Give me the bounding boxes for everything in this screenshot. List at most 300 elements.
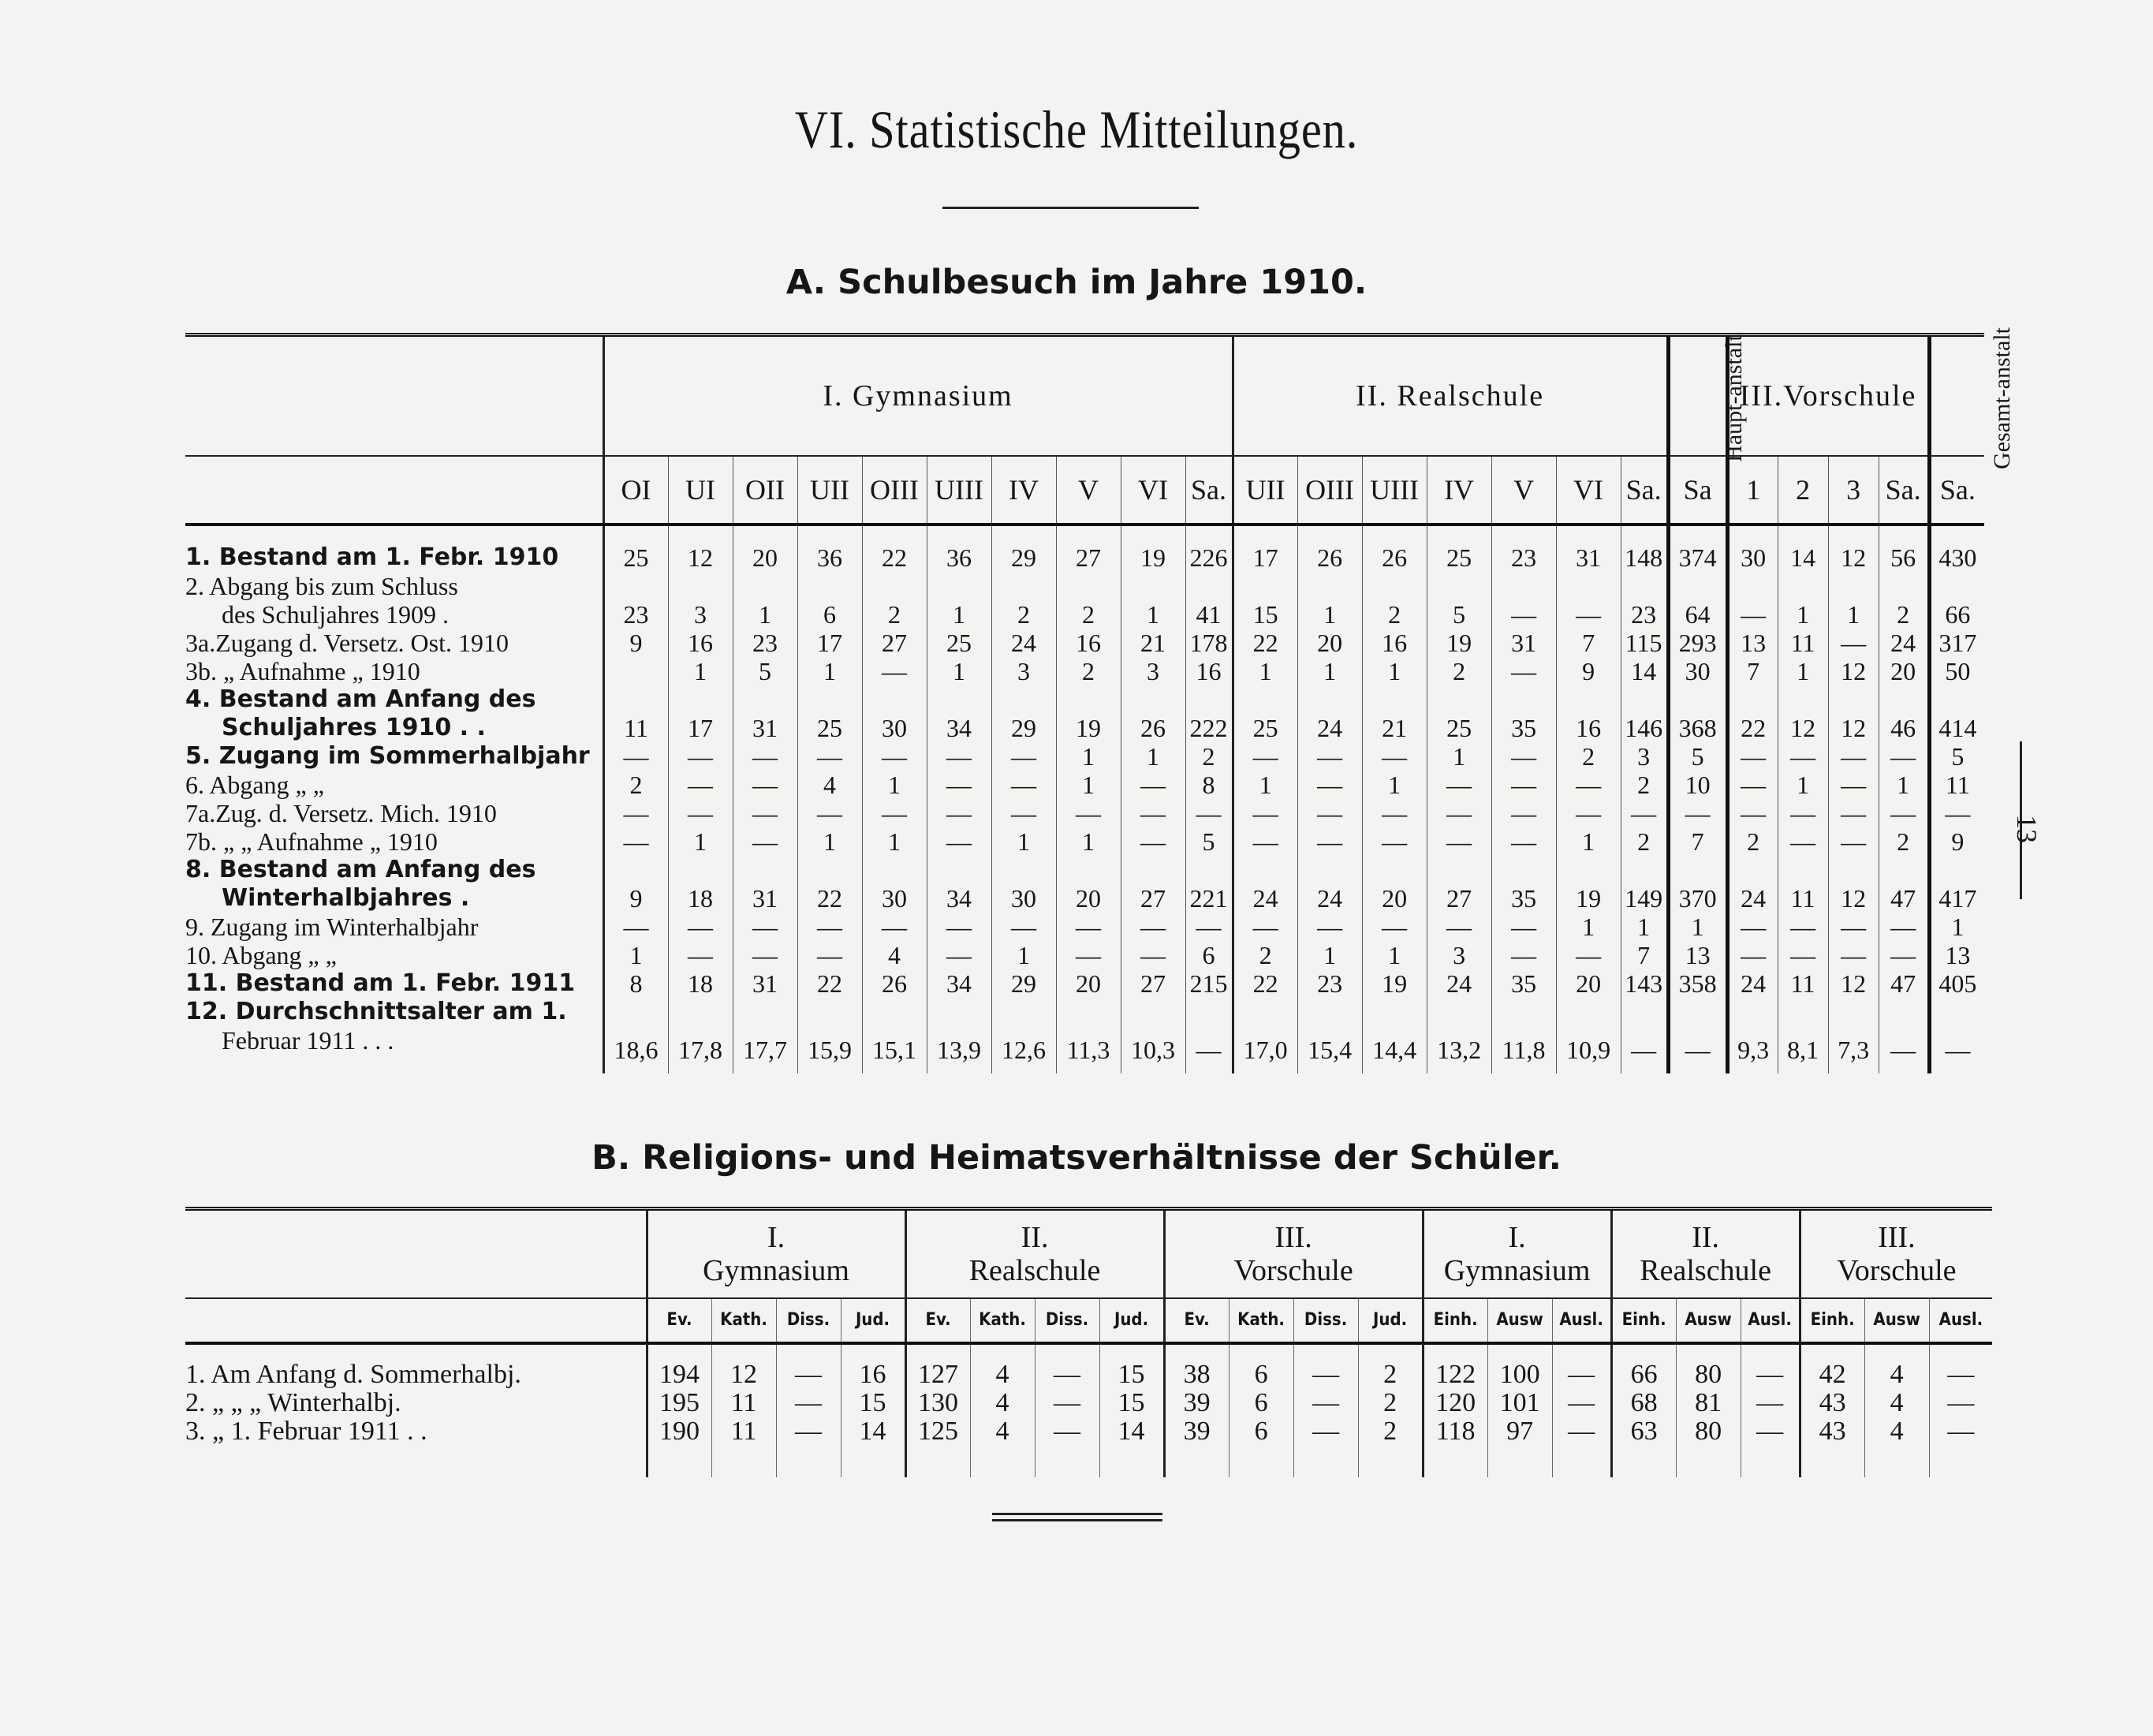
table-cell	[1879, 685, 1929, 714]
table-cell: —	[797, 799, 862, 827]
table-cell: 17,0	[1233, 1026, 1297, 1073]
table-cell: 31	[1556, 525, 1621, 572]
table-cell: —	[1828, 913, 1879, 941]
table-cell: —	[733, 941, 797, 969]
sub-column-header: Ausl.	[1741, 1298, 1800, 1343]
table-cell: —	[668, 941, 733, 969]
table-cell: 11	[711, 1417, 776, 1477]
table-cell: —	[603, 913, 668, 941]
table-cell	[797, 572, 862, 600]
table-cell	[1778, 856, 1828, 884]
table-cell: 178	[1185, 629, 1233, 657]
table-cell: 27	[1056, 525, 1121, 572]
table-cell	[1427, 685, 1491, 714]
table-cell	[1929, 685, 1984, 714]
table-cell: 18,6	[603, 1026, 668, 1073]
sub-column-header: Kath.	[1229, 1298, 1293, 1343]
table-cell: —	[1427, 771, 1491, 799]
table-cell: —	[776, 1343, 841, 1389]
table-cell: 370	[1668, 884, 1727, 913]
table-cell	[1362, 572, 1427, 600]
table-cell: —	[1552, 1389, 1611, 1417]
table-cell	[668, 856, 733, 884]
table-cell: 2	[1358, 1343, 1423, 1389]
table-cell: 1	[1668, 913, 1727, 941]
row-label: 1. Bestand am 1. Febr. 1910	[185, 543, 559, 571]
table-row	[185, 685, 1984, 714]
table-cell: —	[1621, 1026, 1668, 1073]
table-cell: —	[1185, 913, 1233, 941]
table-cell: —	[668, 913, 733, 941]
table-cell: —	[862, 913, 927, 941]
table-cell: 4	[1864, 1389, 1929, 1417]
table-cell	[797, 856, 862, 884]
table-cell: 29	[991, 525, 1056, 572]
table-cell: —	[1491, 913, 1556, 941]
table-cell: 35	[1491, 714, 1556, 742]
table-cell: 1	[797, 657, 862, 685]
table-row	[185, 856, 1984, 884]
table-cell: —	[1778, 941, 1828, 969]
column-header: 3	[1828, 456, 1879, 525]
table-cell	[1828, 572, 1879, 600]
table-cell: —	[603, 742, 668, 771]
table-cell	[1121, 856, 1185, 884]
table-row	[185, 913, 1984, 941]
table-cell: 194	[647, 1343, 711, 1389]
table-cell: 23	[1297, 969, 1362, 998]
table-cell	[991, 998, 1056, 1026]
table-cell	[1929, 572, 1984, 600]
table-cell: —	[1556, 600, 1621, 629]
table-cell	[733, 998, 797, 1026]
table-cell: —	[862, 657, 927, 685]
column-header: OI	[603, 456, 668, 525]
row-label: 7a.Zug. d. Versetz. Mich. 1910	[185, 799, 497, 827]
table-cell: 417	[1929, 884, 1984, 913]
table-cell	[1621, 856, 1668, 884]
table-cell: 1	[1056, 827, 1121, 856]
table-cell: —	[603, 827, 668, 856]
table-cell: 13,2	[1427, 1026, 1491, 1073]
table-cell: 50	[1929, 657, 1984, 685]
group-header	[1164, 1209, 1423, 1299]
table-cell	[1056, 685, 1121, 714]
table-cell	[991, 856, 1056, 884]
table-cell: 47	[1879, 884, 1929, 913]
table-cell: 374	[1668, 525, 1727, 572]
table-cell: 317	[1929, 629, 1984, 657]
table-cell: 13	[1668, 941, 1727, 969]
table-cell: 5	[1668, 742, 1727, 771]
gesamtanstalt-label: Gesamt-anstalt	[1988, 327, 2015, 469]
group-name: Gymnasium	[703, 1254, 849, 1287]
table-cell	[1621, 998, 1668, 1026]
table-cell: 190	[647, 1417, 711, 1477]
table-cell: 2	[1056, 600, 1121, 629]
section-b-title: B. Religions- und Heimatsverhältnisse der Schüler.	[591, 1138, 1562, 1178]
group-header	[905, 1209, 1164, 1299]
group-number: II.	[1021, 1221, 1049, 1254]
table-cell: —	[1233, 742, 1297, 771]
table-cell: —	[797, 913, 862, 941]
row-label: 8. Bestand am Anfang des	[185, 856, 536, 883]
table-cell: 12	[1828, 884, 1879, 913]
table-row	[185, 827, 1984, 856]
table-row	[185, 525, 1984, 572]
table-row	[185, 1343, 1992, 1389]
table-cell: 27	[1121, 884, 1185, 913]
table-cell: 43	[1800, 1389, 1864, 1417]
table-cell: 24	[1727, 884, 1778, 913]
table-cell: —	[1297, 799, 1362, 827]
table-cell: 6	[797, 600, 862, 629]
table-cell: —	[1727, 799, 1778, 827]
table-cell: —	[1556, 941, 1621, 969]
table-cell: —	[797, 941, 862, 969]
column-header: UIII	[1362, 456, 1427, 525]
table-cell: —	[1491, 827, 1556, 856]
table-cell	[927, 685, 991, 714]
table-cell: 14,4	[1362, 1026, 1427, 1073]
table-cell	[1778, 572, 1828, 600]
sub-column-header: Diss.	[776, 1298, 841, 1343]
row-label: 3b. „ Aufnahme „ 1910	[185, 657, 420, 685]
table-cell: 5	[1185, 827, 1233, 856]
table-cell: 80	[1676, 1417, 1741, 1477]
table-cell	[1556, 572, 1621, 600]
row-label: Schuljahres 1910 . .	[222, 714, 486, 741]
table-cell: 6	[1229, 1343, 1293, 1389]
table-cell: —	[991, 913, 1056, 941]
table-cell: —	[1552, 1343, 1611, 1389]
table-cell: 2	[603, 771, 668, 799]
row-label: 3a.Zugang d. Versetz. Ost. 1910	[185, 629, 509, 657]
group-header	[1800, 1209, 1992, 1299]
table-cell: —	[1828, 771, 1879, 799]
table-cell: 30	[1668, 657, 1727, 685]
column-header: Sa.	[1879, 456, 1929, 525]
table-cell: —	[1297, 913, 1362, 941]
table-cell: —	[1828, 742, 1879, 771]
table-cell: —	[927, 742, 991, 771]
table-cell: 143	[1621, 969, 1668, 998]
row-label: 6. Abgang „ „	[185, 771, 324, 799]
table-cell	[1668, 856, 1727, 884]
table-cell: 1	[1121, 742, 1185, 771]
table-cell: 2	[1358, 1389, 1423, 1417]
table-cell: 1	[862, 771, 927, 799]
table-cell: 12	[1778, 714, 1828, 742]
row-label: 1. Am Anfang d. Sommerhalbj.	[185, 1360, 521, 1389]
table-cell: —	[1121, 827, 1185, 856]
table-cell	[991, 572, 1056, 600]
row-label: Februar 1911 . . .	[222, 1026, 394, 1055]
table-cell: —	[1362, 742, 1427, 771]
table-cell: 2	[1879, 600, 1929, 629]
table-cell: —	[1929, 1343, 1992, 1389]
table-cell: 24	[1233, 884, 1297, 913]
table-cell: 29	[991, 969, 1056, 998]
group-name: Gymnasium	[1443, 1254, 1591, 1287]
table-cell: 146	[1621, 714, 1668, 742]
table-cell: 1	[668, 827, 733, 856]
table-cell: —	[1427, 913, 1491, 941]
table-cell: 2	[1727, 827, 1778, 856]
table-cell: —	[1727, 600, 1778, 629]
table-cell	[1556, 998, 1621, 1026]
table-cell: —	[668, 799, 733, 827]
table-cell: 30	[991, 884, 1056, 913]
table-cell	[927, 856, 991, 884]
table-row	[185, 600, 1984, 629]
table-cell	[1233, 856, 1297, 884]
table-cell: —	[1879, 799, 1929, 827]
table-cell: 25	[927, 629, 991, 657]
table-cell: 1	[991, 941, 1056, 969]
table-cell	[862, 685, 927, 714]
table-cell: —	[1362, 913, 1427, 941]
table-cell	[1491, 856, 1556, 884]
table-cell: 1	[1362, 941, 1427, 969]
table-cell: 34	[927, 884, 991, 913]
table-cell: 15	[1099, 1343, 1164, 1389]
table-cell: 148	[1621, 525, 1668, 572]
table-cell: —	[776, 1417, 841, 1477]
table-cell: 101	[1487, 1389, 1552, 1417]
table-cell: —	[1929, 1417, 1992, 1477]
table-cell: 130	[905, 1389, 970, 1417]
table-cell: 118	[1423, 1417, 1487, 1477]
table-cell	[603, 657, 668, 685]
table-cell	[1121, 998, 1185, 1026]
table-cell: —	[1879, 941, 1929, 969]
table-cell	[1056, 998, 1121, 1026]
table-cell: 10,9	[1556, 1026, 1621, 1073]
table-cell: 35	[1491, 969, 1556, 998]
table-cell: 24	[1427, 969, 1491, 998]
table-cell: 5	[1929, 742, 1984, 771]
table-cell	[1427, 856, 1491, 884]
table-cell: —	[1929, 799, 1984, 827]
table-cell: —	[1121, 913, 1185, 941]
table-cell: —	[1293, 1389, 1358, 1417]
table-cell	[1828, 685, 1879, 714]
sub-column-header: Ausl.	[1929, 1298, 1992, 1343]
table-cell: 17	[668, 714, 733, 742]
sub-column-header: Kath.	[970, 1298, 1035, 1343]
table-cell: —	[1491, 941, 1556, 969]
column-header: V	[1491, 456, 1556, 525]
table-cell: —	[1741, 1343, 1800, 1389]
table-cell: —	[1552, 1417, 1611, 1477]
table-cell	[1491, 572, 1556, 600]
table-cell	[1621, 685, 1668, 714]
group-vorschule: III.Vorschule	[1727, 335, 1929, 457]
table-cell: 20	[1556, 969, 1621, 998]
section-a-title: A. Schulbesuch im Jahre 1910.	[785, 263, 1368, 302]
table-cell: 21	[1362, 714, 1427, 742]
table-cell: —	[927, 771, 991, 799]
table-cell: 1	[1828, 600, 1879, 629]
table-cell: 1	[1556, 913, 1621, 941]
table-cell: 14	[841, 1417, 905, 1477]
table-cell: —	[1297, 771, 1362, 799]
table-cell: 1	[1362, 657, 1427, 685]
table-row	[185, 998, 1984, 1026]
table-cell: 414	[1929, 714, 1984, 742]
table-cell: 6	[1229, 1389, 1293, 1417]
group-gesamtanstalt	[1929, 327, 2015, 469]
title-rule	[942, 207, 1199, 209]
table-cell: 2	[1362, 600, 1427, 629]
group-number: III.	[1274, 1221, 1312, 1254]
table-cell	[862, 572, 927, 600]
table-cell: 13,9	[927, 1026, 991, 1073]
table-cell	[603, 685, 668, 714]
table-cell: 11	[1929, 771, 1984, 799]
table-cell: 23	[733, 629, 797, 657]
table-cell: 24	[1879, 629, 1929, 657]
table-cell: 1	[1929, 913, 1984, 941]
table-cell	[1362, 856, 1427, 884]
table-cell: 1	[1056, 771, 1121, 799]
row-label: 5. Zugang im Sommerhalbjahr	[185, 742, 590, 770]
table-cell: 20	[1297, 629, 1362, 657]
table-cell: 125	[905, 1417, 970, 1477]
table-cell: —	[1828, 629, 1879, 657]
table-cell: 18	[668, 884, 733, 913]
table-cell: —	[1778, 913, 1828, 941]
table-cell	[733, 856, 797, 884]
table-cell: —	[1121, 799, 1185, 827]
table-cell: 1	[1621, 913, 1668, 941]
table-cell: 1	[733, 600, 797, 629]
column-header: UIII	[927, 456, 991, 525]
table-cell: 11	[711, 1389, 776, 1417]
group-name: Realschule	[968, 1254, 1101, 1287]
table-cell	[1297, 998, 1362, 1026]
table-cell: —	[991, 742, 1056, 771]
table-cell: 7	[1727, 657, 1778, 685]
table-cell: 3	[1427, 941, 1491, 969]
table-cell: 25	[1233, 714, 1297, 742]
table-cell: 24	[991, 629, 1056, 657]
table-cell: —	[776, 1389, 841, 1417]
table-cell: —	[1556, 799, 1621, 827]
table-cell: 66	[1929, 600, 1984, 629]
column-header: OII	[733, 456, 797, 525]
table-cell: 149	[1621, 884, 1668, 913]
table-cell: 2	[1621, 827, 1668, 856]
table-cell: 2	[1879, 827, 1929, 856]
table-cell	[733, 685, 797, 714]
sub-column-header: Jud.	[841, 1298, 905, 1343]
table-cell: 7,3	[1828, 1026, 1879, 1073]
column-header: OIII	[862, 456, 927, 525]
table-cell: —	[1491, 600, 1556, 629]
table-cell: —	[1233, 799, 1297, 827]
table-cell: 22	[862, 525, 927, 572]
table-cell: 16	[1056, 629, 1121, 657]
table-cell: 12	[1828, 657, 1879, 685]
table-cell: 22	[797, 884, 862, 913]
table-cell: 19	[1056, 714, 1121, 742]
row-label: des Schuljahres 1909 .	[222, 600, 449, 629]
table-row	[185, 799, 1984, 827]
table-cell: 23	[1621, 600, 1668, 629]
table-cell: —	[1035, 1417, 1099, 1477]
table-cell: 226	[1185, 525, 1233, 572]
table-cell	[1668, 998, 1727, 1026]
table-row	[185, 1389, 1992, 1417]
table-cell: 15,4	[1297, 1026, 1362, 1073]
table-cell	[797, 685, 862, 714]
table-cell: 430	[1929, 525, 1984, 572]
table-cell: 405	[1929, 969, 1984, 998]
table-cell: 2	[1556, 742, 1621, 771]
table-cell: 5	[1427, 600, 1491, 629]
table-cell: —	[927, 913, 991, 941]
page-number: 13	[2011, 815, 2043, 843]
table-cell: 17,8	[668, 1026, 733, 1073]
table-cell: —	[1741, 1389, 1800, 1417]
table-cell: —	[1297, 827, 1362, 856]
column-header: UII	[797, 456, 862, 525]
table-cell: —	[862, 742, 927, 771]
table-cell: —	[1741, 1417, 1800, 1477]
table-row	[185, 714, 1984, 742]
table-cell: 293	[1668, 629, 1727, 657]
table-cell: 1	[1297, 657, 1362, 685]
table-cell: 31	[733, 714, 797, 742]
table-cell: 4	[797, 771, 862, 799]
table-cell	[1233, 572, 1297, 600]
table-cell: 22	[797, 969, 862, 998]
table-cell	[1828, 998, 1879, 1026]
table-cell: 8,1	[1778, 1026, 1828, 1073]
table-cell: 34	[927, 714, 991, 742]
table-cell: 15,9	[797, 1026, 862, 1073]
table-cell: —	[1185, 1026, 1233, 1073]
table-cell: 68	[1611, 1389, 1676, 1417]
sub-column-header: Ausw	[1864, 1298, 1929, 1343]
table-cell: 41	[1185, 600, 1233, 629]
table-cell: —	[1427, 799, 1491, 827]
sub-column-header: Kath.	[711, 1298, 776, 1343]
table-cell: 4	[970, 1343, 1035, 1389]
table-cell: 22	[1233, 629, 1297, 657]
table-cell: 7	[1668, 827, 1727, 856]
table-cell: —	[733, 799, 797, 827]
table-cell: 358	[1668, 969, 1727, 998]
table-cell: 4	[970, 1389, 1035, 1417]
table-cell	[1121, 685, 1185, 714]
table-cell: 4	[1864, 1343, 1929, 1389]
table-cell	[733, 572, 797, 600]
table-cell: 26	[1362, 525, 1427, 572]
table-cell	[1727, 856, 1778, 884]
table-cell: 14	[1099, 1417, 1164, 1477]
table-cell: 1	[1778, 657, 1828, 685]
table-cell: 8	[603, 969, 668, 998]
table-cell: 30	[862, 884, 927, 913]
table-cell: 16	[1362, 629, 1427, 657]
sub-column-header: Einh.	[1423, 1298, 1487, 1343]
table-cell	[1297, 572, 1362, 600]
table-cell: 1	[1427, 742, 1491, 771]
table-cell: 1	[862, 827, 927, 856]
